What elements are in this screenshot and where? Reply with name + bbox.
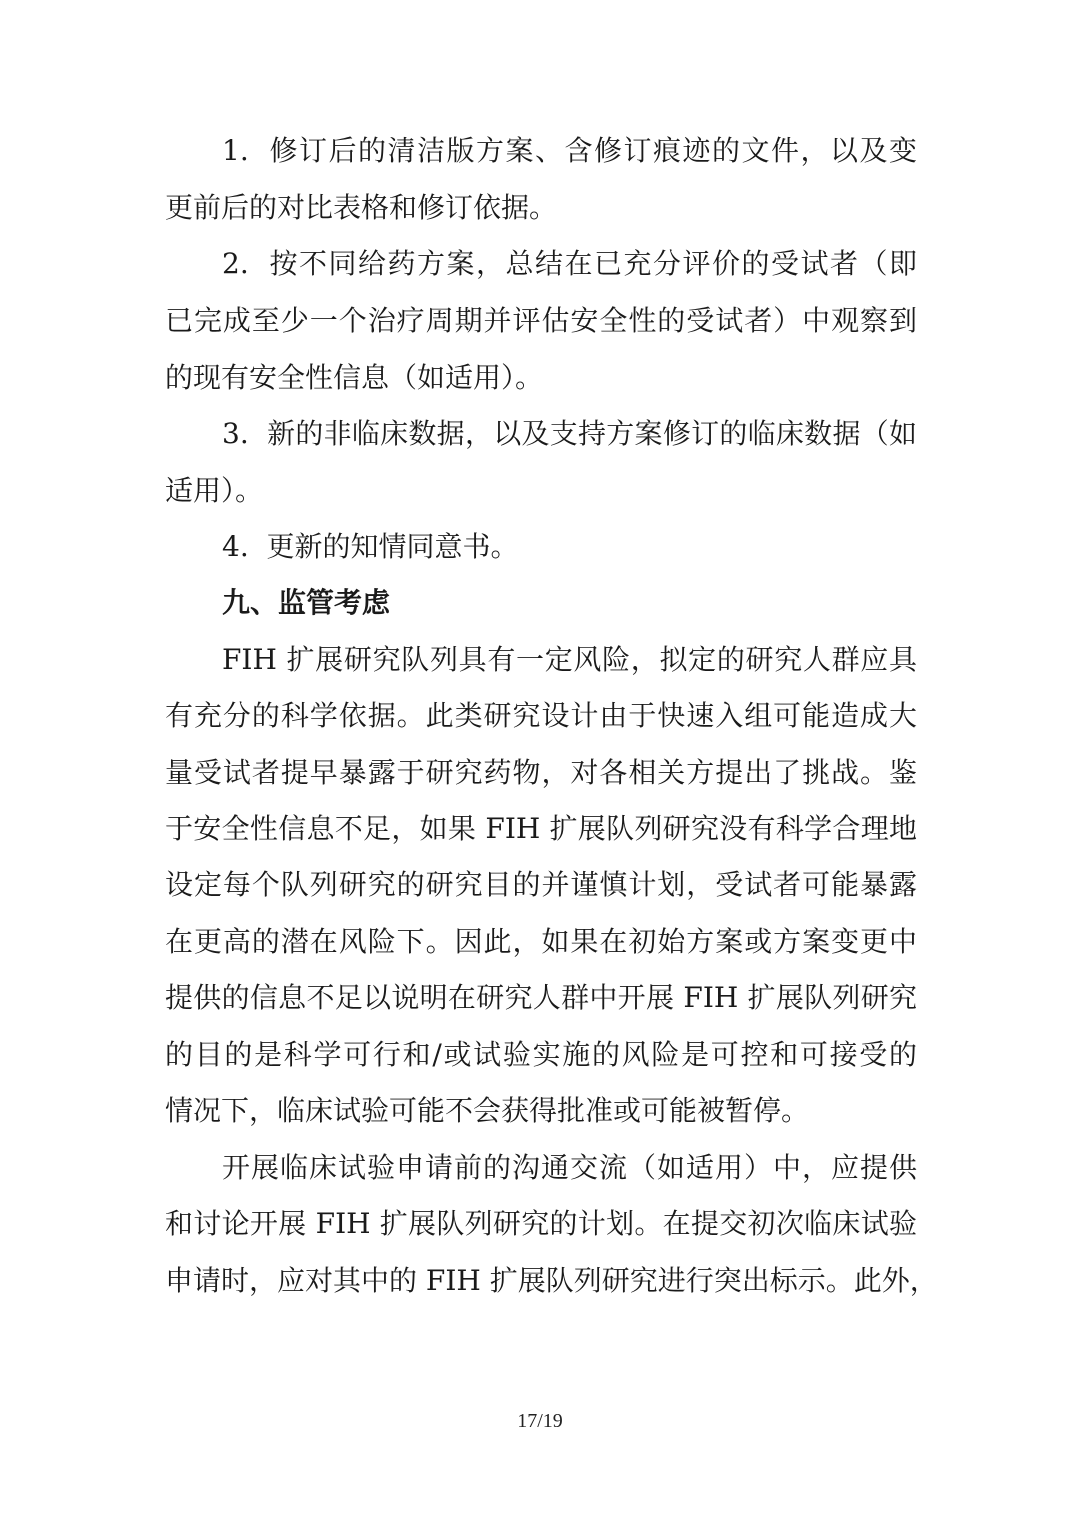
paragraph-1-line-9: 情况下，临床试验可能不会获得批准或可能被暂停。 xyxy=(165,1094,810,1127)
list-item-3-line-1 xyxy=(222,416,917,452)
paragraph-1-line-7: 提供的信息不足以说明在研究人群中开展 FIH 扩展队列研究 xyxy=(165,981,917,1014)
paragraph-1-line-2: 有充分的科学依据。此类研究设计由于快速入组可能造成大 xyxy=(165,699,917,732)
paragraph-2-line-1: 开展临床试验申请前的沟通交流（如适用）中，应提供 xyxy=(222,1151,917,1184)
list-item-3-line-2: 适用）。 xyxy=(165,474,264,507)
paragraph-1-line-4: 于安全性信息不足，如果 FIH 扩展队列研究没有科学合理地 xyxy=(165,812,917,845)
list-item-1-line-1 xyxy=(222,133,917,169)
paragraph-1-line-6: 在更高的潜在风险下。因此，如果在初始方案或方案变更中 xyxy=(165,925,917,958)
list-item-2-number: 2. xyxy=(222,247,249,280)
paragraph-1-line-3: 量受试者提早暴露于研究药物，对各相关方提出了挑战。鉴 xyxy=(165,756,917,789)
list-item-4-line-1 xyxy=(222,529,917,565)
list-item-2-line-3: 的现有安全性信息（如适用）。 xyxy=(165,361,544,394)
list-item-4-number: 4. xyxy=(222,530,249,563)
list-item-3-number: 3. xyxy=(222,417,249,450)
paragraph-1-line-5: 设定每个队列研究的研究目的并谨慎计划，受试者可能暴露 xyxy=(165,868,917,901)
list-item-4-text: 更新的知情同意书。 xyxy=(266,530,519,563)
page-number: 17/19 xyxy=(517,1410,563,1432)
list-item-2-line-2: 已完成至少一个治疗周期并评估安全性的受试者）中观察到 xyxy=(165,304,917,337)
list-item-1-line-2: 更前后的对比表格和修订依据。 xyxy=(165,191,558,224)
list-item-2-text: 按不同给药方案，总结在已充分评价的受试者（即 xyxy=(269,247,917,280)
paragraph-2-line-3: 申请时，应对其中的 FIH 扩展队列研究进行突出标示。此外， xyxy=(165,1264,938,1297)
list-item-2-line-1 xyxy=(222,246,917,282)
paragraph-1-line-1: FIH 扩展研究队列具有一定风险，拟定的研究人群应具 xyxy=(222,643,917,676)
list-item-1-number: 1. xyxy=(222,134,249,167)
section-heading: 九、监管考虑 xyxy=(222,586,391,619)
paragraph-1-line-8: 的目的是科学可行和/或试验实施的风险是可控和可接受的 xyxy=(165,1038,917,1071)
list-item-3-text: 新的非临床数据，以及支持方案修订的临床数据（如 xyxy=(267,417,917,450)
paragraph-2-line-2: 和讨论开展 FIH 扩展队列研究的计划。在提交初次临床试验 xyxy=(165,1207,917,1240)
list-item-1-text: 修订后的清洁版方案、含修订痕迹的文件，以及变 xyxy=(269,134,917,167)
